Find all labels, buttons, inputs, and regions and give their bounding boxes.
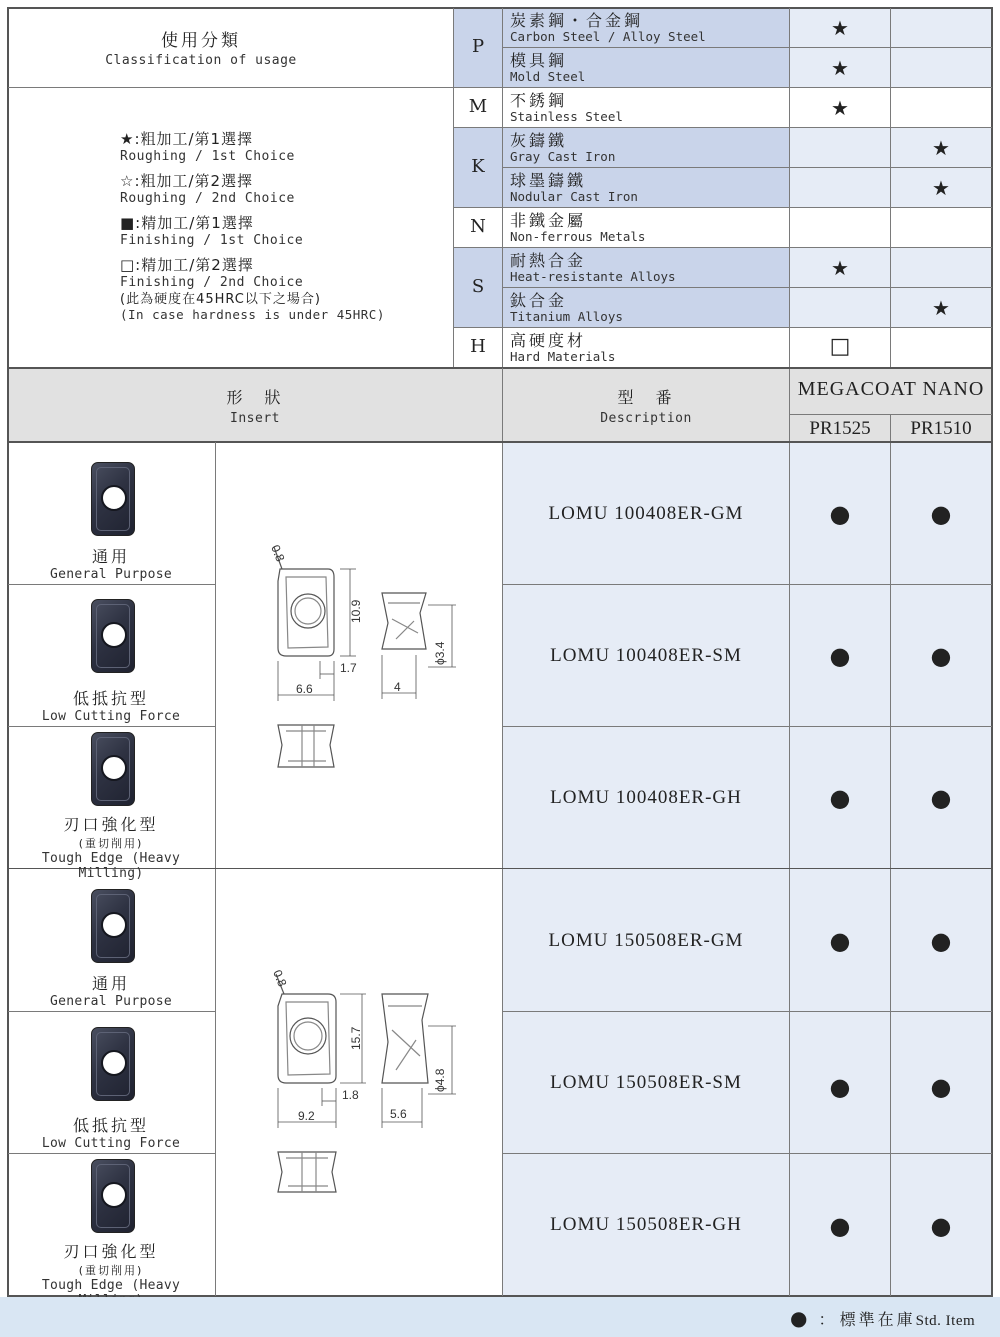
rating-pr1510: ★	[932, 136, 950, 160]
dim-hole: ϕ3.4	[433, 641, 447, 665]
insert-image	[91, 599, 135, 673]
insert-type-label: 低抵抗型 Low Cutting Force	[41, 689, 181, 724]
insert-drawing-10	[216, 443, 502, 868]
insert-image	[91, 732, 135, 806]
group-letter-n: N	[470, 216, 486, 237]
dim-width: 9.2	[298, 1109, 315, 1123]
dim-hole: ϕ4.8	[433, 1068, 447, 1092]
group-letter-s: S	[471, 276, 485, 297]
material-row: 球墨鑄鐵 Nodular Cast Iron	[510, 171, 638, 204]
insert-image	[91, 889, 135, 963]
legend	[120, 128, 440, 322]
availability-pr1510: ●	[930, 784, 952, 812]
availability-pr1510: ●	[930, 1073, 952, 1101]
rating-pr1525: ★	[831, 96, 849, 120]
group-letter-k: K	[471, 156, 485, 177]
shape-header: 形 狀 Insert	[226, 388, 284, 426]
material-row: 灰鑄鐵 Gray Cast Iron	[510, 131, 616, 164]
product-code: LOMU 100408ER-GM	[548, 503, 744, 524]
availability-pr1525: ●	[829, 1212, 851, 1240]
material-row: 非鐵金屬 Non-ferrous Metals	[510, 211, 646, 244]
product-code: LOMU 100408ER-SM	[550, 645, 742, 666]
availability-pr1510: ●	[930, 500, 952, 528]
legend-item: □:精加工/第2選擇 Finishing / 2nd Choice	[120, 256, 304, 290]
availability-pr1525: ●	[829, 1073, 851, 1101]
rating-pr1510: ★	[932, 296, 950, 320]
insert-image	[91, 1159, 135, 1233]
footer-symbol: ●	[790, 1306, 808, 1330]
availability-pr1525: ●	[829, 642, 851, 670]
material-row: 高硬度材 Hard Materials	[510, 331, 616, 364]
insert-type-label: 通用 General Purpose	[50, 974, 172, 1009]
dim-edge: 1.8	[342, 1088, 359, 1102]
dim-width: 6.6	[296, 682, 313, 696]
grade-header: PR1510	[910, 418, 972, 439]
availability-pr1525: ●	[829, 784, 851, 812]
footer-en: Std. Item	[915, 1313, 976, 1329]
rating-pr1525: ★	[831, 56, 849, 80]
product-code: LOMU 150508ER-SM	[550, 1072, 742, 1093]
dim-radius: 0.8	[268, 542, 288, 564]
footer-sep: ：	[818, 1310, 835, 1329]
insert-type-label: 通用 General Purpose	[50, 547, 172, 582]
availability-pr1525: ●	[829, 927, 851, 955]
footer-zh: 標準在庫	[839, 1310, 916, 1329]
insert-image	[91, 1027, 135, 1101]
material-row: 炭素鋼・合金鋼 Carbon Steel / Alloy Steel	[510, 11, 706, 44]
material-row: 模具鋼 Mold Steel	[510, 51, 586, 84]
product-code: LOMU 150508ER-GM	[548, 930, 744, 951]
dim-thickness: 5.6	[390, 1107, 407, 1121]
legend-note-en: (In case hardness is under 45HRC)	[120, 307, 385, 322]
coating-header: MEGACOAT NANO	[797, 378, 985, 400]
dim-height: 15.7	[349, 1026, 363, 1050]
availability-pr1510: ●	[930, 1212, 952, 1240]
material-row: 不銹鋼 Stainless Steel	[510, 91, 623, 124]
insert-image	[91, 462, 135, 536]
material-row: 耐熱合金 Heat-resistante Alloys	[510, 251, 676, 284]
group-letter-h: H	[470, 336, 486, 357]
insert-type-label: 刃口強化型 (重切削用) Tough Edge (Heavy Milling)	[41, 815, 181, 881]
dim-edge: 1.7	[340, 661, 357, 675]
availability-pr1510: ●	[930, 927, 952, 955]
rating-pr1525: ★	[831, 256, 849, 280]
material-row: 鈦合金 Titanium Alloys	[510, 291, 623, 324]
usage-header-zh: 使用分類	[161, 31, 241, 51]
usage-header	[8, 26, 394, 68]
insert-type-label: 低抵抗型 Low Cutting Force	[41, 1116, 181, 1151]
grade-header: PR1525	[809, 418, 871, 439]
dim-radius: 0.8	[270, 967, 290, 989]
description-header: 型 番 Description	[600, 388, 692, 426]
product-code: LOMU 150508ER-GH	[550, 1214, 742, 1235]
insert-drawing-15	[216, 870, 502, 1295]
legend-note-zh: (此為硬度在45HRC以下之場合)	[120, 292, 321, 307]
rating-pr1525: □	[829, 334, 851, 359]
rating-pr1525: ★	[831, 16, 849, 40]
product-code: LOMU 100408ER-GH	[550, 787, 742, 808]
insert-type-label: 刃口強化型 (重切削用) Tough Edge (Heavy	[41, 1242, 181, 1293]
legend-item: ☆:粗加工/第2選擇 Roughing / 2nd Choice	[120, 172, 295, 206]
usage-header-en: Classification of usage	[105, 53, 297, 68]
group-letter-m: M	[468, 96, 488, 117]
footer-legend	[790, 1306, 1000, 1330]
dim-thickness: 4	[394, 680, 401, 694]
rating-pr1510: ★	[932, 176, 950, 200]
availability-pr1510: ●	[930, 642, 952, 670]
legend-item: ■:精加工/第1選擇 Finishing / 1st Choice	[120, 214, 304, 248]
legend-item: ★:粗加工/第1選擇 Roughing / 1st Choice	[120, 130, 295, 164]
availability-pr1525: ●	[829, 500, 851, 528]
dim-height: 10.9	[349, 599, 363, 623]
group-letter-p: P	[471, 36, 485, 57]
